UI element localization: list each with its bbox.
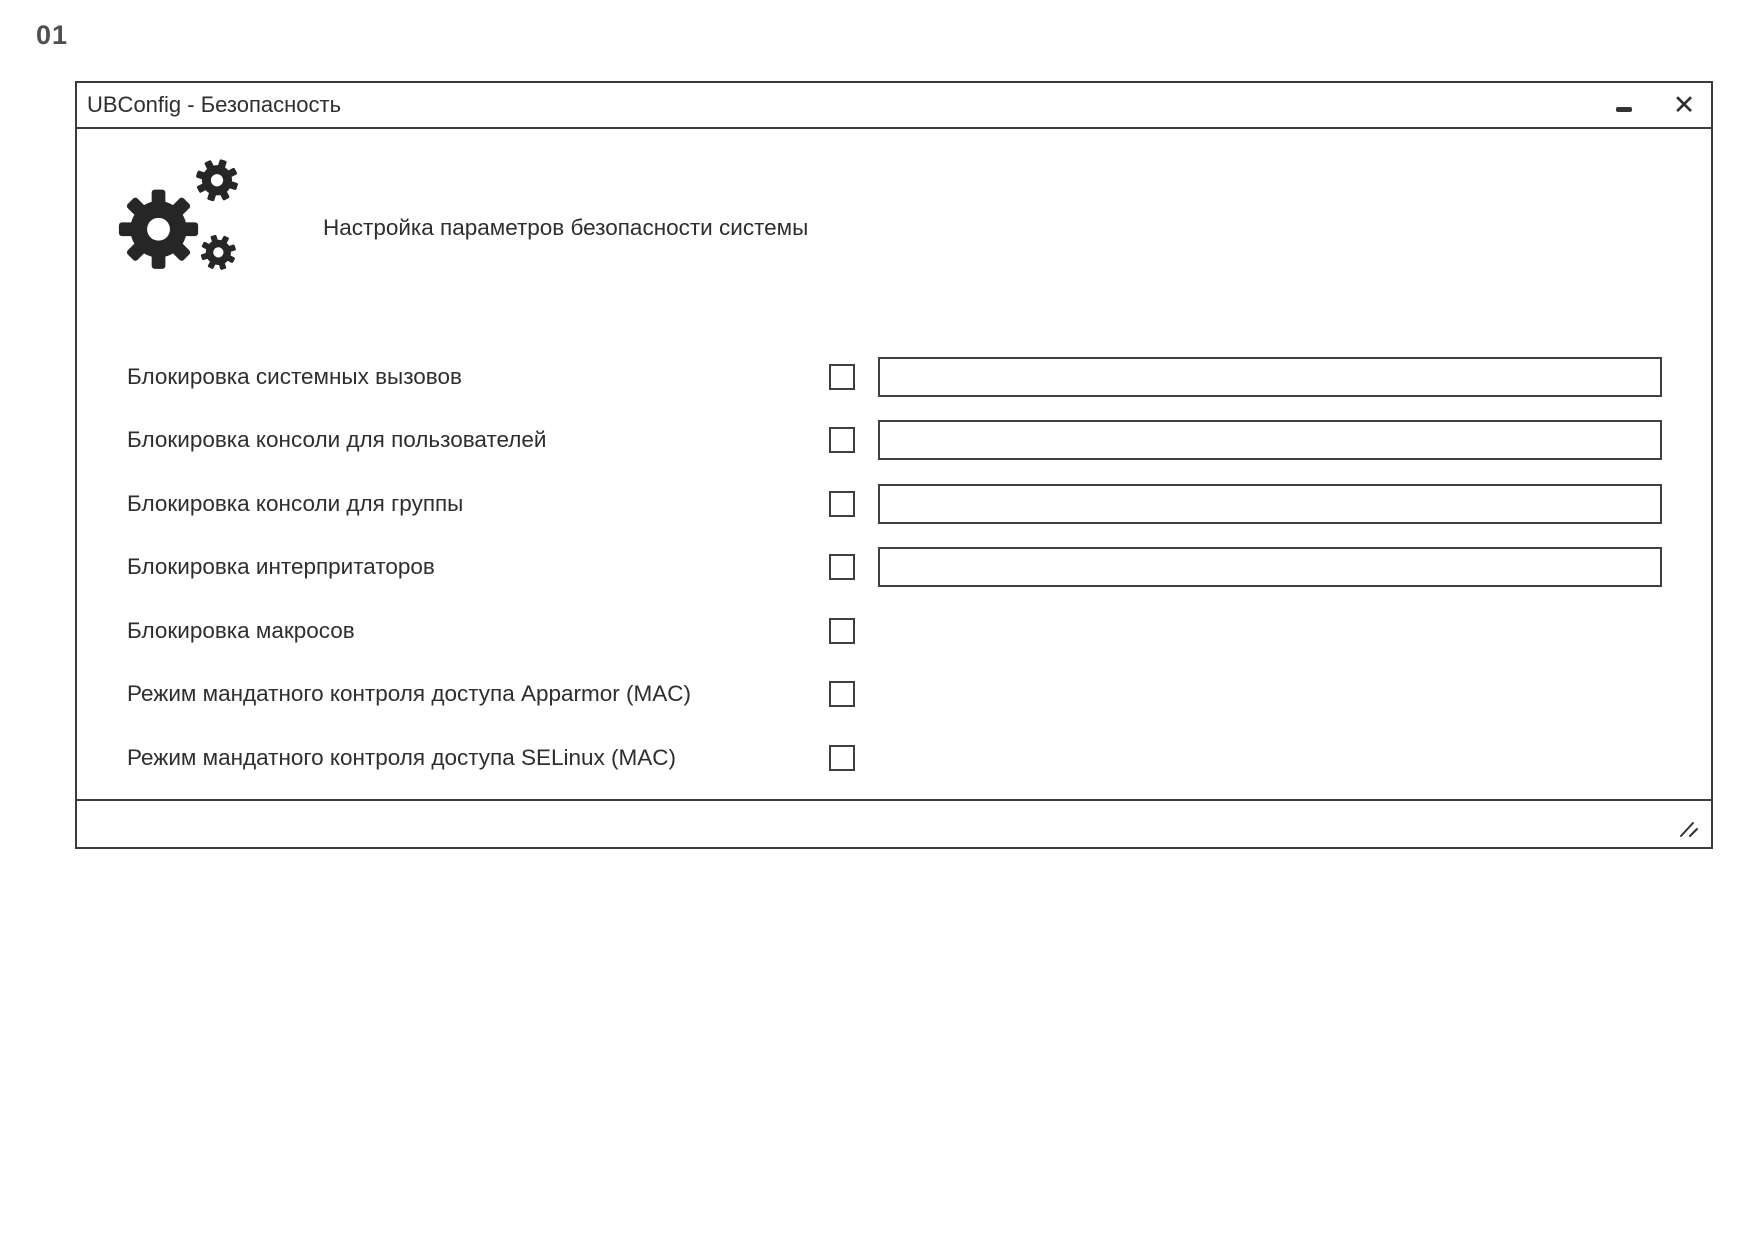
titlebar (77, 83, 1711, 129)
setting-checkbox[interactable] (829, 491, 855, 517)
setting-checkbox[interactable] (829, 554, 855, 580)
setting-row (77, 345, 1711, 409)
setting-checkbox[interactable] (829, 618, 855, 644)
resize-grip-icon[interactable] (1677, 819, 1701, 839)
window-title: UBConfig - Безопасность (87, 92, 342, 117)
setting-checkbox[interactable] (829, 681, 855, 707)
settings-rows (77, 345, 1711, 790)
setting-label: Блокировка макросов (127, 617, 355, 643)
setting-row (77, 663, 1711, 727)
setting-row (77, 726, 1711, 790)
setting-row (77, 472, 1711, 536)
setting-row (77, 599, 1711, 663)
setting-label: Блокировка консоли для пользователей (127, 427, 547, 453)
setting-label: Режим мандатного контроля доступа SELinux (MAC) (127, 744, 677, 770)
setting-label: Блокировка системных вызовов (127, 363, 462, 389)
close-button[interactable]: ✕ (1672, 90, 1696, 120)
minimize-button[interactable] (1611, 92, 1637, 118)
setting-row (77, 409, 1711, 473)
setting-input[interactable] (878, 357, 1662, 397)
setting-checkbox[interactable] (829, 427, 855, 453)
setting-checkbox[interactable] (829, 364, 855, 390)
ubconfig-security-window (75, 81, 1713, 849)
setting-row (77, 536, 1711, 600)
setting-input[interactable] (878, 484, 1662, 524)
window-controls (1611, 92, 1697, 118)
setting-input[interactable] (878, 420, 1662, 460)
setting-label: Блокировка консоли для группы (127, 490, 464, 516)
gears-icon (115, 149, 251, 285)
setting-checkbox[interactable] (829, 745, 855, 771)
setting-label: Блокировка интерпритаторов (127, 554, 435, 580)
status-bar (77, 799, 1711, 847)
setting-input[interactable] (878, 547, 1662, 587)
page-label: 01 (36, 20, 69, 50)
minimize-icon (1616, 107, 1632, 112)
window-description: Настройка параметров безопасности системы (323, 215, 809, 240)
setting-label: Режим мандатного контроля доступа Apparmor (MAC) (127, 681, 692, 707)
